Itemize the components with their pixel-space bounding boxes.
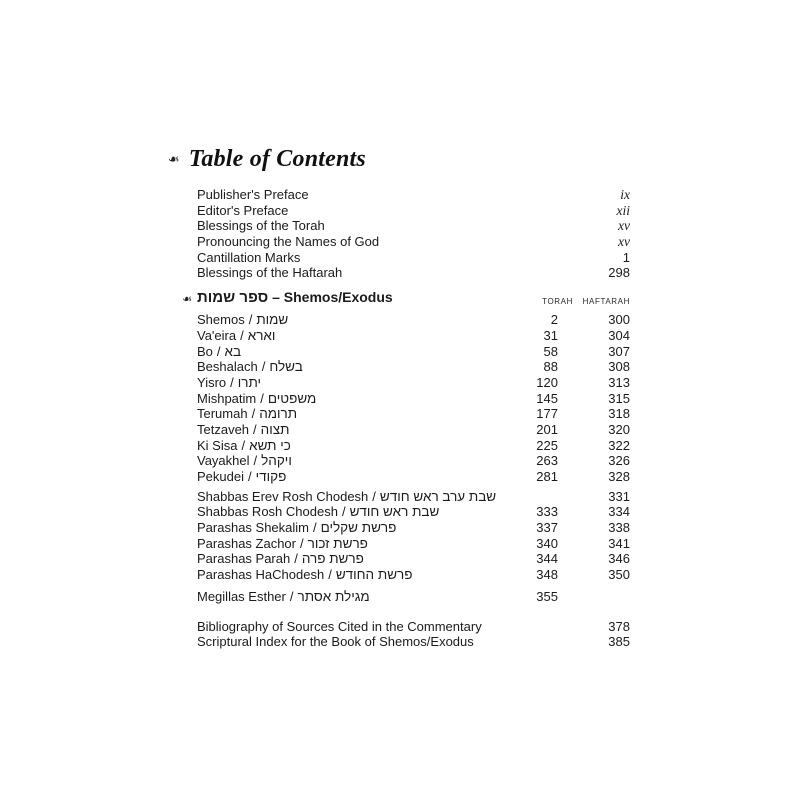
parsha-name: Shemos — [197, 312, 245, 328]
page-number: 1 — [622, 249, 630, 265]
page-number: 298 — [608, 265, 630, 281]
toc-row — [168, 567, 630, 583]
reading-name: Megillas Esther — [197, 588, 286, 604]
torah-page: 348 — [536, 567, 558, 583]
parsha-name: Beshalach — [197, 359, 258, 375]
entry-label: Bibliography of Sources Cited in the Commentary — [197, 618, 482, 634]
reading-hebrew: פרשת החודש — [335, 567, 413, 583]
haftarah-page: 326 — [608, 453, 630, 469]
reading-name: Shabbas Erev Rosh Chodesh — [197, 488, 369, 504]
torah-page: 31 — [543, 327, 558, 343]
toc-row — [168, 328, 630, 344]
entry-label: Blessings of the Torah — [197, 218, 325, 234]
toc-page — [168, 144, 630, 650]
torah-page: 88 — [543, 359, 558, 375]
page-number: xv — [618, 218, 630, 234]
torah-column-header: TORAH — [542, 297, 573, 307]
toc-row — [168, 359, 630, 375]
torah-page: 340 — [536, 535, 558, 551]
toc-row — [168, 406, 630, 422]
haftarah-page: 315 — [608, 390, 630, 406]
entry-label: Scriptural Index for the Book of Shemos/Exodus — [197, 634, 474, 650]
toc-row — [168, 520, 630, 536]
toc-row — [168, 589, 630, 605]
page-title: Table of Contents — [188, 145, 366, 172]
haftarah-page: 318 — [608, 406, 630, 422]
haftarah-page: 328 — [608, 469, 630, 484]
torah-page: 333 — [536, 504, 558, 520]
separator: / — [294, 551, 298, 567]
reading-name: Parashas Shekalim — [197, 520, 309, 536]
parsha-name: Pekudei — [197, 469, 244, 484]
separator: / — [251, 406, 256, 422]
parsha-name: Va'eira — [197, 327, 237, 343]
haftarah-column-header: HAFTARAH — [582, 297, 630, 307]
parsha-hebrew: תרומה — [259, 406, 298, 422]
toc-row — [168, 265, 630, 281]
entry-label: Blessings of the Haftarah — [197, 265, 343, 281]
separator: / — [260, 390, 264, 406]
haftarah-page: 331 — [608, 488, 630, 504]
torah-page: 177 — [536, 406, 558, 422]
parsha-name: Mishpatim — [197, 390, 257, 406]
page-number: xv — [618, 234, 630, 250]
parsha-name: Tetzaveh — [197, 421, 250, 437]
section-header — [168, 289, 630, 309]
haftarah-page: 308 — [608, 359, 630, 375]
toc-row — [168, 218, 630, 234]
torah-page: 337 — [536, 520, 558, 536]
separator: / — [216, 343, 221, 359]
haftarah-page: 313 — [608, 374, 630, 390]
torah-page: 263 — [536, 453, 558, 469]
toc-row — [168, 489, 630, 505]
toc-row — [168, 391, 630, 407]
torah-page: 281 — [536, 469, 558, 484]
separator: / — [328, 567, 332, 583]
torah-page: 58 — [543, 343, 558, 359]
page-number: 385 — [608, 634, 630, 650]
separator: / — [289, 588, 294, 604]
parsha-name: Vayakhel — [197, 453, 250, 469]
toc-row — [168, 438, 630, 454]
entry-label: Cantillation Marks — [197, 249, 301, 265]
toc-row — [168, 422, 630, 438]
front-matter-list — [168, 187, 630, 281]
haftarah-page: 346 — [608, 551, 630, 567]
separator: / — [240, 327, 244, 343]
parsha-hebrew: תצוה — [260, 421, 290, 437]
torah-page: 145 — [536, 390, 558, 406]
separator: / — [248, 312, 253, 328]
section-title-dash: – — [272, 289, 280, 306]
parsha-hebrew: שמות — [256, 312, 289, 328]
page-number: 378 — [608, 618, 630, 634]
reading-name: Parashas Zachor — [197, 535, 296, 551]
parsha-name: Yisro — [197, 374, 227, 390]
entry-label: Editor's Preface — [197, 202, 289, 218]
parsha-name: Terumah — [197, 406, 248, 422]
toc-row — [168, 469, 630, 485]
separator: / — [253, 453, 258, 469]
reading-hebrew: מגילת אסתר — [297, 588, 370, 604]
toc-row — [168, 504, 630, 520]
torah-page: 201 — [536, 421, 558, 437]
toc-row — [168, 312, 630, 328]
parsha-hebrew: כי תשא — [249, 437, 291, 453]
haftarah-page: 304 — [608, 327, 630, 343]
reading-hebrew: שבת ערב ראש חודש — [379, 488, 497, 504]
page-number: xii — [616, 202, 630, 218]
parsha-hebrew: בשלח — [269, 359, 303, 375]
parsha-hebrew: פקודי — [255, 469, 287, 484]
reading-hebrew: פרשת זכור — [307, 535, 368, 551]
toc-row — [168, 634, 630, 650]
parsha-hebrew: משפטים — [267, 390, 317, 406]
section-title-hebrew: ספר שמות — [197, 289, 269, 307]
torah-page: 355 — [536, 588, 558, 604]
reading-hebrew: שבת ראש חודש — [349, 504, 440, 520]
haftarah-page: 350 — [608, 567, 630, 583]
reading-hebrew: פרשת פרה — [301, 551, 364, 567]
haftarah-page: 307 — [608, 343, 630, 359]
page-number: ix — [620, 187, 630, 202]
separator: / — [261, 359, 266, 375]
page-title-row — [168, 144, 630, 174]
toc-row — [168, 250, 630, 266]
special-readings-list — [168, 489, 630, 583]
separator: / — [313, 520, 317, 536]
toc-row — [168, 619, 630, 635]
separator: / — [253, 421, 257, 437]
torah-page: 2 — [550, 312, 558, 328]
haftarah-page: 334 — [608, 504, 630, 520]
haftarah-page: 320 — [608, 421, 630, 437]
section-title-english: Shemos/Exodus — [283, 289, 393, 306]
toc-row — [168, 453, 630, 469]
parshios-list — [168, 312, 630, 485]
haftarah-page: 300 — [608, 312, 630, 328]
toc-row — [168, 203, 630, 219]
entry-label: Pronouncing the Names of God — [197, 234, 380, 250]
back-matter-list — [168, 619, 630, 650]
fleuron-icon: ❧ — [182, 292, 193, 307]
toc-row — [168, 344, 630, 360]
toc-row — [168, 551, 630, 567]
reading-name: Shabbas Rosh Chodesh — [197, 504, 338, 520]
parsha-hebrew: וארא — [247, 327, 276, 343]
separator: / — [230, 374, 234, 390]
separator: / — [247, 469, 252, 484]
reading-name: Parashas Parah — [197, 551, 291, 567]
separator: / — [341, 504, 346, 520]
parsha-hebrew: יתרו — [237, 374, 262, 390]
entry-label: Publisher's Preface — [197, 187, 309, 202]
reading-name: Parashas HaChodesh — [197, 567, 325, 583]
torah-page: 120 — [536, 374, 558, 390]
toc-row — [168, 234, 630, 250]
haftarah-page: 338 — [608, 520, 630, 536]
separator: / — [241, 437, 246, 453]
toc-row — [168, 536, 630, 552]
parsha-name: Ki Sisa — [197, 437, 238, 453]
torah-page: 225 — [536, 437, 558, 453]
parsha-name: Bo — [197, 343, 213, 359]
reading-hebrew: פרשת שקלים — [320, 520, 397, 536]
torah-page: 344 — [536, 551, 558, 567]
haftarah-page: 341 — [608, 535, 630, 551]
fleuron-icon: ❧ — [168, 151, 180, 167]
parsha-hebrew: בא — [224, 343, 242, 359]
toc-row — [168, 375, 630, 391]
parsha-hebrew: ויקהל — [261, 453, 292, 469]
haftarah-page: 322 — [608, 437, 630, 453]
separator: / — [300, 535, 304, 551]
toc-row — [168, 187, 630, 203]
megillah-group — [168, 589, 630, 605]
separator: / — [372, 488, 376, 504]
